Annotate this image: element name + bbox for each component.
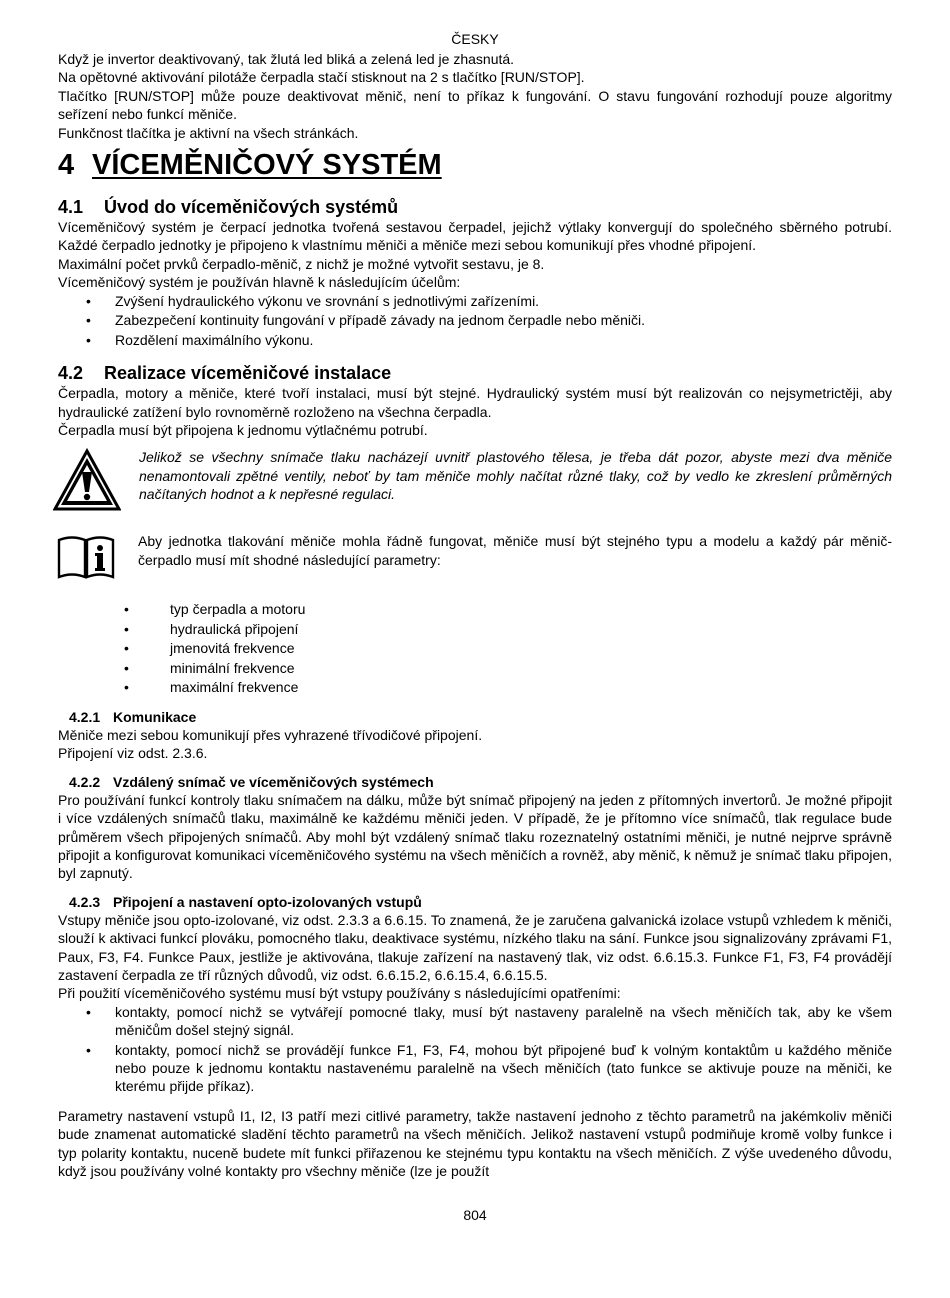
intro-paragraph: Funkčnost tlačítka je aktivní na všech stránkách. xyxy=(58,124,359,141)
body-paragraph: Maximální počet prvků čerpadlo-měnič, z nichž je možné vytvořit sestavu, je 8. xyxy=(58,255,545,272)
section-number: 4.2 xyxy=(58,363,84,384)
list-item: • Zabezpečení kontinuity fungování v případě závady na jednom čerpadle nebo měniči. xyxy=(58,311,892,331)
warning-note xyxy=(58,448,892,512)
subsection-number: 4.2.2 xyxy=(69,773,101,790)
list-item: • minimální frekvence xyxy=(58,659,892,679)
list-item: • kontakty, pomocí nichž se provádějí funkce F1, F3, F4, mohou být připojené buď k volným kontaktům u každého měniče nebo pouze k jednomu kontaktu nastavenému paralelně na všech měničích (tato funkce se aktivuje pouze na měniči, ke kterému přijde příkaz). xyxy=(58,1041,892,1096)
list-item: • typ čerpadla a motoru xyxy=(58,600,892,620)
section-title: Realizace víceměničové instalace xyxy=(104,363,392,384)
body-paragraph: Čerpadla musí být připojena k jednomu výtlačnému potrubí. xyxy=(58,421,428,438)
purpose-list xyxy=(58,292,892,351)
subsection-heading-4-2-1 xyxy=(69,708,892,726)
document-page xyxy=(58,30,892,1180)
subsection-heading-4-2-2 xyxy=(69,773,892,791)
body-paragraph: Měniče mezi sebou komunikují přes vyhrazené třívodičové připojení. xyxy=(58,726,483,743)
body-paragraph: Víceměničový systém je čerpací jednotka tvořená sestavou čerpadel, jejichž výtlaky konvergují do společného sběrného potrubí. Každé čerpadlo jednotky je připojeno k vlastnímu měniči a měniče mezi sebou komunikují přes vhodné připojení. xyxy=(58,219,892,254)
intro-paragraph: Na opětovné aktivování pilotáže čerpadla stačí stisknout na 2 s tlačítko [RUN/STOP]. xyxy=(58,69,585,86)
subsection-title: Připojení a nastavení opto-izolovaných vstupů xyxy=(113,893,422,910)
precaution-list xyxy=(58,1003,892,1096)
body-paragraph: Vstupy měniče jsou opto-izolované, viz odst. 2.3.3 a 6.6.15. To znamená, že je zaručena galvanická izolace vstupů vzhledem k měniči, slouží k aktivaci funkcí plováku, pomocného tlaku, deaktivace systému, nízkého tlaku na sání. Funkce jsou signalizovány zprávami F1, Paux, F3, F4. Funkce Paux, jestliže je aktivována, tlakuje zařízení na nastavený tlak, viz odst. 6.6.15.3. Funkce F1, F3, F4 provádějí zastavení čerpadla ze tří různých důvodů, viz odst. 6.6.15.2, 6.6.15.4, 6.6.15.5. xyxy=(58,911,892,983)
section-title: Úvod do víceměničových systémů xyxy=(104,197,399,218)
chapter-number: 4 xyxy=(58,149,75,182)
body-paragraph: Pro používání funkcí kontroly tlaku snímačem na dálku, může být snímač připojený na jeden z přítomných invertorů. Je možné připojit i více vzdálených snímačů tlaku, maximálně ke každému měniči jeden. V případě, že je přítomno více snímačů, tlak regulace bude průměrem všech připojených snímačů. Aby mohl být vzdálený snímač tlaku rozeznatelný ostatními měniči, je nutné nejprve správně připojit a konfigurovat komunikaci víceměničového systému na všech měničích a rovněž, aby měnič, k němuž je snímač tlaku připojen, byl zapnutý. xyxy=(58,791,892,882)
intro-paragraph: Když je invertor deaktivovaný, tak žlutá led bliká a zelená led je zhasnutá. xyxy=(58,51,515,67)
body-paragraph: Čerpadla, motory a měniče, které tvoří instalaci, musí být stejné. Hydraulický systém musí být realizován co nejsymetrictěji, aby hydraulické zatížení bylo rovnoměrně rozloženo na všechna čerpadla. xyxy=(58,385,892,420)
intro-paragraph: Tlačítko [RUN/STOP] může pouze deaktivovat měnič, není to příkaz k fungování. O stavu fungování rozhodují pouze algoritmy seřízení nebo funkcí měniče. xyxy=(58,87,892,123)
list-item: • jmenovitá frekvence xyxy=(58,639,892,659)
body-paragraph: Parametry nastavení vstupů I1, I2, I3 patří mezi citlivé parametry, takže nastavení jednoho z těchto parametrů na jakémkoliv měniči bude znamenat automatické sladění těchto parametrů na všech měničích. Jelikož nastavení vstupů podmiňuje kromě volby funkce i typ polarity kontaktu, nuceně budete mít funkci přiřazenou ke stejnému typu kontaktu na všech měničích. Z výše uvedeného důvodu, když jsou používány volné kontakty pro všechny měniče (lze je použít xyxy=(58,1107,892,1179)
chapter-heading xyxy=(58,148,892,182)
info-note xyxy=(58,532,892,580)
manual-info-icon xyxy=(56,532,116,580)
list-item: • kontakty, pomocí nichž se vytvářejí pomocné tlaky, musí být nastaveny paralelně na všech měničích tak, aby ke všem měničům došel stejný signál. xyxy=(58,1003,892,1040)
warning-triangle-icon xyxy=(53,448,121,512)
section-number: 4.1 xyxy=(58,197,84,218)
body-paragraph: Víceměničový systém je používán hlavně k následujícím účelům: xyxy=(58,274,461,291)
subsection-heading-4-2-3 xyxy=(69,893,892,911)
body-paragraph: Při použití víceměničového systému musí být vstupy používány s následujícími opatřeními: xyxy=(58,985,621,1002)
list-item: • Zvýšení hydraulického výkonu ve srovnání s jednotlivými zařízeními. xyxy=(58,292,892,312)
list-item: • maximální frekvence xyxy=(58,678,892,698)
language-header: ČESKY xyxy=(451,31,499,47)
subsection-number: 4.2.1 xyxy=(69,708,101,725)
subsection-number: 4.2.3 xyxy=(69,893,101,910)
section-heading-4-2 xyxy=(58,362,892,384)
page-number: 804 xyxy=(463,1207,487,1223)
parameter-list xyxy=(58,600,892,698)
info-text: Aby jednotka tlakování měniče mohla řádně fungovat, měniče musí být stejného typu a modelu a každý pár měnič-čerpadlo musí mít shodné následující parametry: xyxy=(138,533,892,568)
body-paragraph: Připojení viz odst. 2.3.6. xyxy=(58,745,208,762)
section-heading-4-1 xyxy=(58,196,892,218)
subsection-title: Vzdálený snímač ve víceměničových systémech xyxy=(113,773,434,790)
list-item: • hydraulická připojení xyxy=(58,620,892,640)
chapter-title: VÍCEMĚNIČOVÝ SYSTÉM xyxy=(92,149,442,182)
warning-text: Jelikož se všechny snímače tlaku nacházejí uvnitř plastového tělesa, je třeba dát pozor, abyste mezi dva měniče nenamontovali zpětné ventily, neboť by tam měniče mohly načítat různé tlaky, což by vedlo ke zkreslení průměrných načítaných hodnot a k nepřesné regulaci. xyxy=(139,449,892,503)
subsection-title: Komunikace xyxy=(113,708,197,725)
list-item: • Rozdělení maximálního výkonu. xyxy=(58,331,892,351)
